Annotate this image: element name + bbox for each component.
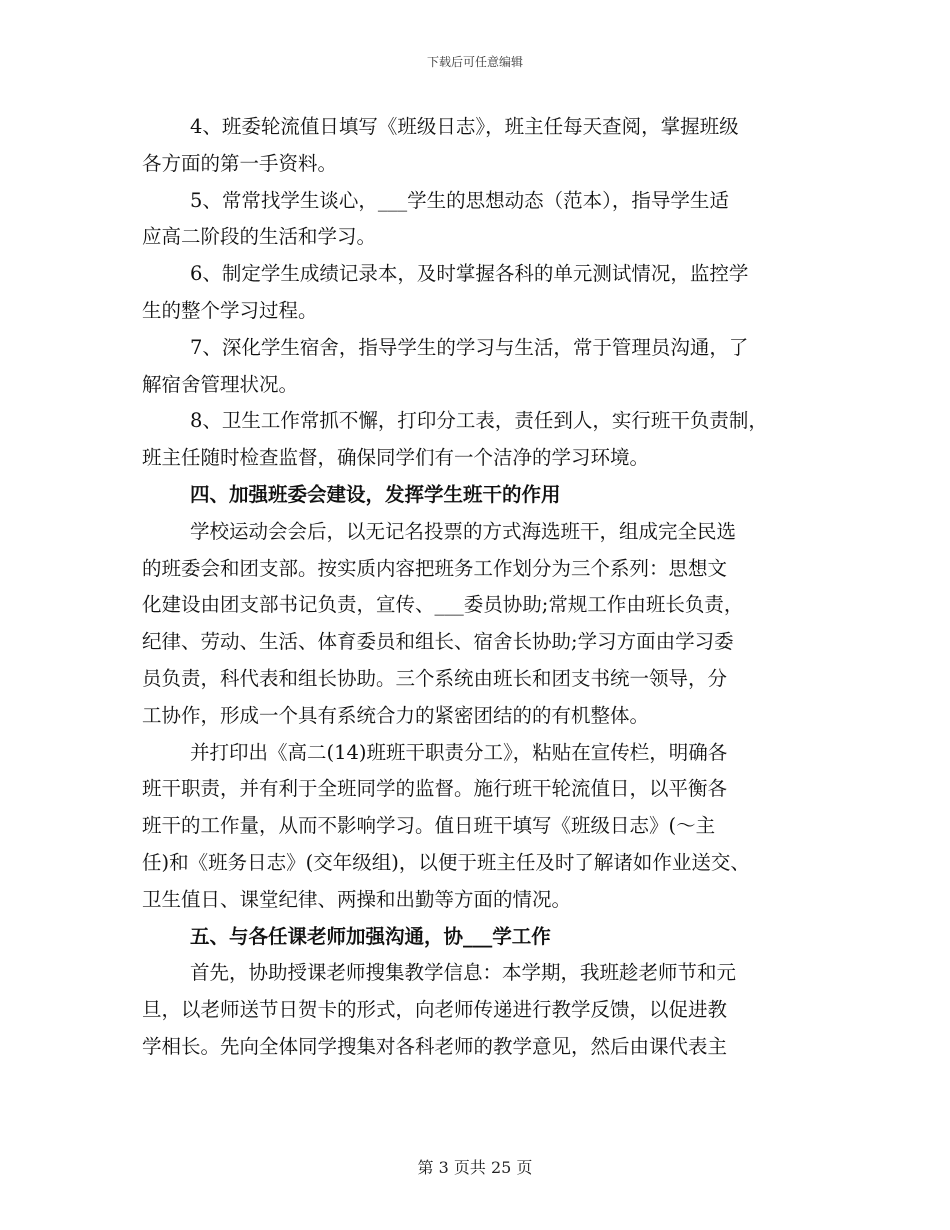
document-body [142,109,822,1066]
text-line: 卫生值日、课堂纪律、两操和出勤等方面的情况。 [142,887,572,911]
text-line: 并打印出《高二(14)班班干职责分工》，粘贴在宣传栏，明确各 [190,740,728,764]
text-line: 旦，以老师送节日贺卡的形式，向老师传递进行教学反馈，以促进教 [142,998,728,1022]
text-line: 解宿舍管理状况。 [142,372,299,396]
text-line: 6、制定学生成绩记录本，及时掌握各科的单元测试情况，监控学 [190,262,749,286]
text-line: 应高二阶段的生活和学习。 [142,225,377,249]
text-line: 学相长。先向全体同学搜集对各科老师的教学意见，然后由课代表主 [142,1034,728,1058]
text-line: 员负责，科代表和组长协助。三个系统由班长和团支书统一领导，分 [142,666,728,690]
text-line: 班主任随时检查监督，确保同学们有一个洁净的学习环境。 [142,446,650,470]
text-line: 班干职责，并有利于全班同学的监督。施行班干轮流值日，以平衡各 [142,777,728,801]
text-line: 4、班委轮流值日填写《班级日志》，班主任每天查阅，掌握班级 [190,115,739,138]
text-line: 任)和《班务日志》(交年级组)，以便于班主任及时了解诸如作业送交、 [142,850,750,874]
text-line: 7、深化学生宿舍，指导学生的学习与生活，常于管理员沟通，了 [190,335,749,359]
text-line: 首先，协助授课老师搜集教学信息：本学期，我班趁老师节和元 [190,961,737,985]
text-line: 学校运动会会后，以无记名投票的方式海选班干，组成完全民选 [190,519,737,543]
text-line: 纪律、劳动、生活、体育委员和组长、宿舍长协助;学习方面由学习委 [142,630,734,654]
text-line: 化建设由团支部书记负责，宣传、___委员协助;常规工作由班长负责， [142,593,744,617]
section-heading: 五、与各任课老师加强沟通，协___学工作 [190,924,551,948]
text-line: 的班委会和团支部。按实质内容把班务工作划分为三个系列：思想文 [142,556,728,580]
page-number: 第 3 页共 25 页 [417,1158,533,1177]
text-line: 工协作，形成一个具有系统合力的紧密团结的的有机整体。 [142,703,650,727]
text-line: 班干的工作量，从而不影响学习。值日班干填写《班级日志》(～主 [142,814,716,838]
text-line: 5、常常找学生谈心，___学生的思想动态（范本），指导学生适 [190,188,729,212]
section-heading: 四、加强班委会建设，发挥学生班干的作用 [190,482,561,506]
text-line: 各方面的第一手资料。 [142,151,338,175]
page-header-note: 下载后可任意编辑 [426,55,523,69]
text-line: 生的整个学习过程。 [142,298,318,322]
text-line: 8、卫生工作常抓不懈，打印分工表，责任到人，实行班干负责制， [190,409,768,433]
